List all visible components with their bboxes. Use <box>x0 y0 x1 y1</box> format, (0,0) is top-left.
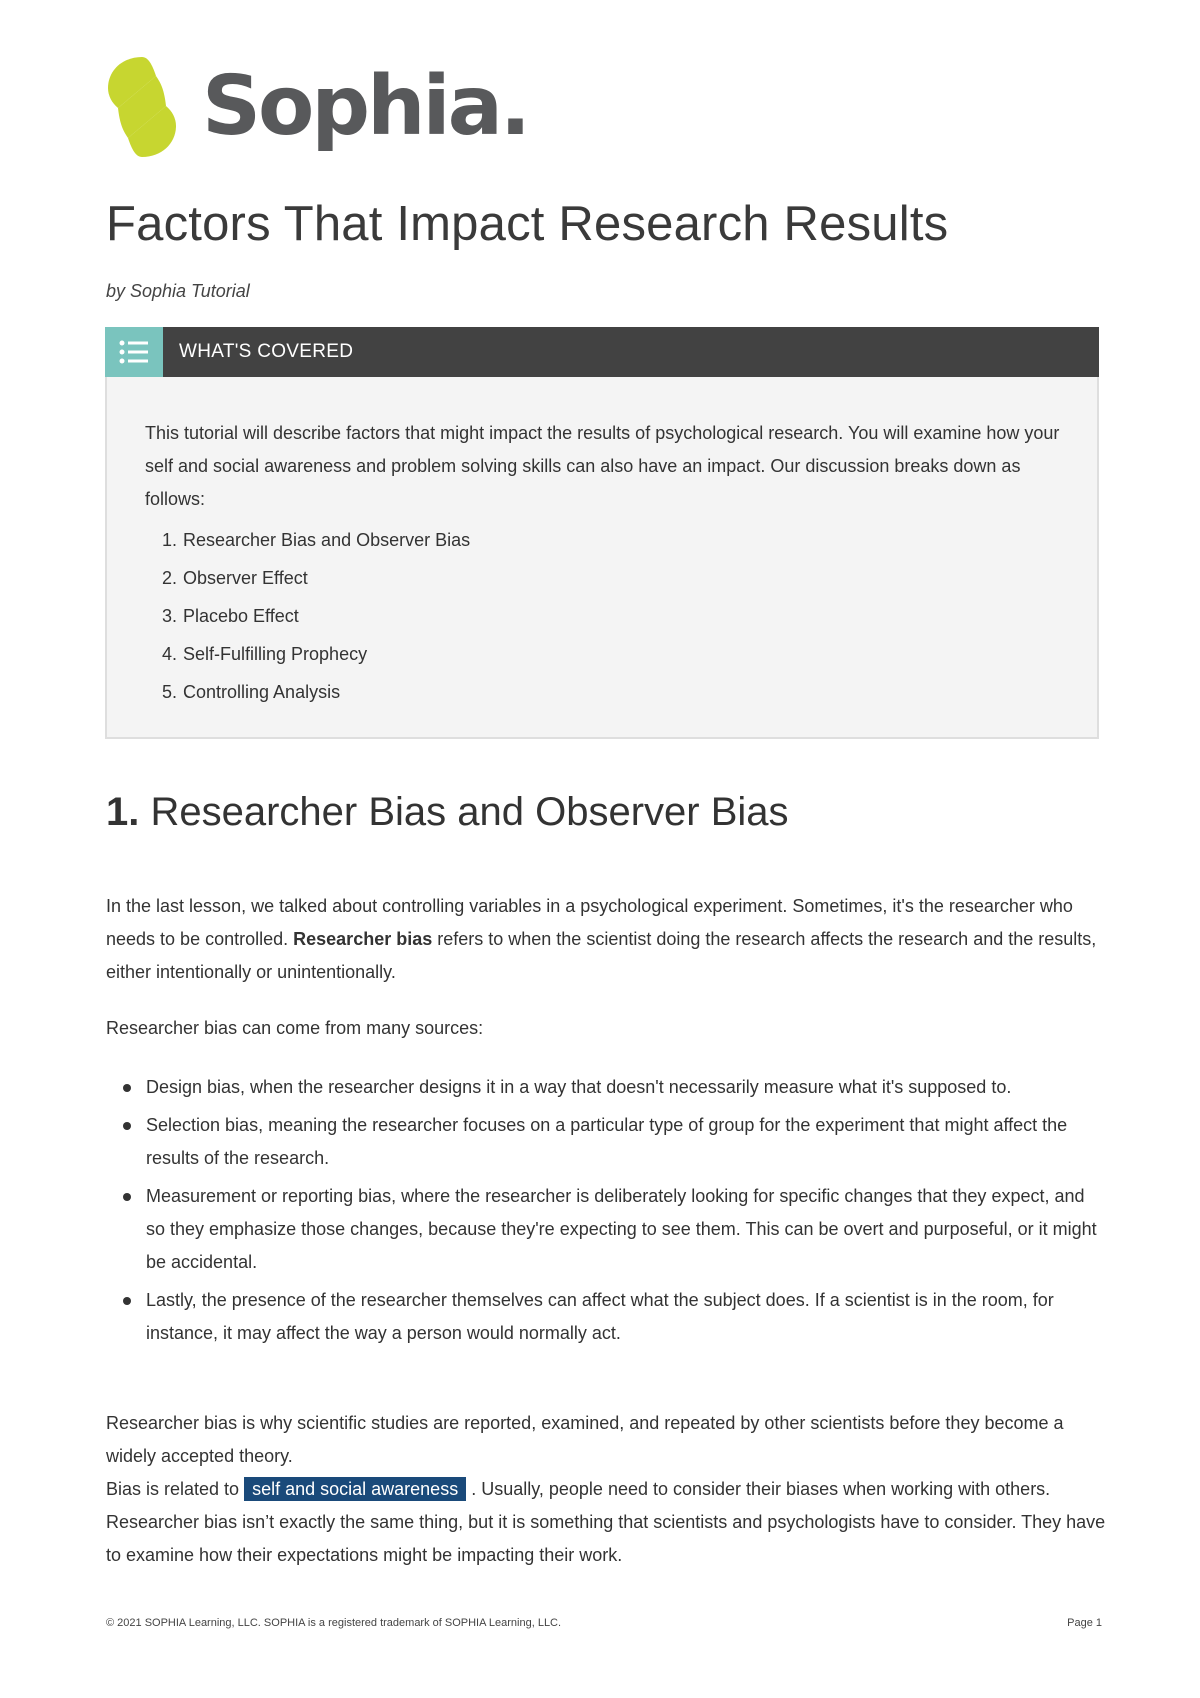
whats-covered-header <box>105 327 1099 377</box>
toc-item: 4. Self-Fulfilling Prophecy <box>161 644 368 664</box>
toc-list <box>145 521 1065 711</box>
logo-wordmark: Sophia. <box>202 59 529 154</box>
bullet-icon <box>123 1084 131 1092</box>
bullet-icon <box>123 1297 131 1305</box>
footer-page-number: Page 1 <box>1067 1617 1102 1629</box>
list-item: Selection bias, meaning the researcher focuses on a particular type of group for the experiment that might affect the results of the research. <box>120 1109 1100 1175</box>
list-icon <box>105 327 163 377</box>
paragraph: In the last lesson, we talked about controlling variables in a psychological experiment. Sometimes, it's the researcher who needs to be controlled. Researcher bias refers to when the scientist doing the research affects the research and the results, either intentionally or unintentionally. <box>106 896 1097 982</box>
sophia-mark-icon <box>104 55 180 159</box>
list-item: Design bias, when the researcher designs it in a way that doesn't necessarily measure what it's supposed to. <box>120 1071 1100 1104</box>
section-heading: 1. Researcher Bias and Observer Bias <box>106 790 789 834</box>
paragraph: Researcher bias is why scientific studies are reported, examined, and repeated by other scientists before they become a widely accepted theory. <box>106 1413 1064 1466</box>
toc-item: 5. Controlling Analysis <box>161 682 341 702</box>
list-item: Measurement or reporting bias, where the researcher is deliberately looking for specific changes that they expect, and so they emphasize those changes, because they're expecting to see them. This can be overt and purposeful, or it might be accidental. <box>120 1180 1100 1279</box>
toc-item: 3. Placebo Effect <box>161 606 299 626</box>
skill-link[interactable]: self and social awareness <box>244 1477 466 1501</box>
page-title: Factors That Impact Research Results <box>106 197 949 251</box>
footer-copyright: © 2021 SOPHIA Learning, LLC. SOPHIA is a registered trademark of SOPHIA Learning, LLC. <box>106 1617 562 1629</box>
byline: by Sophia Tutorial <box>106 281 250 301</box>
whats-covered-intro: This tutorial will describe factors that might impact the results of psychological research. You will examine how your self and social awareness and problem solving skills can also have an impact. Our discussion breaks down as follows: <box>145 423 1060 509</box>
whats-covered-title: WHAT'S COVERED <box>179 341 354 362</box>
bullet-icon <box>123 1193 131 1201</box>
paragraph: Researcher bias can come from many sources: <box>106 1018 484 1038</box>
sophia-logo <box>104 52 528 162</box>
toc-item: 1. Researcher Bias and Observer Bias <box>161 530 471 550</box>
paragraph: Bias is related to self and social awareness . Usually, people need to consider their biases when working with others. Researcher bias isn’t exactly the same thing, but it is something that scientists and psychologists have to consider. They have to examine how their expectations might be impacting their work. <box>106 1479 1106 1565</box>
list-item: Lastly, the presence of the researcher themselves can affect what the subject does. If a scientist is in the room, for instance, it may affect the way a person would normally act. <box>120 1284 1100 1350</box>
whats-covered-body <box>145 417 1065 711</box>
key-term: Researcher bias <box>293 929 433 949</box>
bias-sources-list <box>120 1071 1100 1355</box>
whats-covered-box <box>105 327 1099 739</box>
toc-item: 2. Observer Effect <box>161 568 308 588</box>
bullet-icon <box>123 1122 131 1130</box>
